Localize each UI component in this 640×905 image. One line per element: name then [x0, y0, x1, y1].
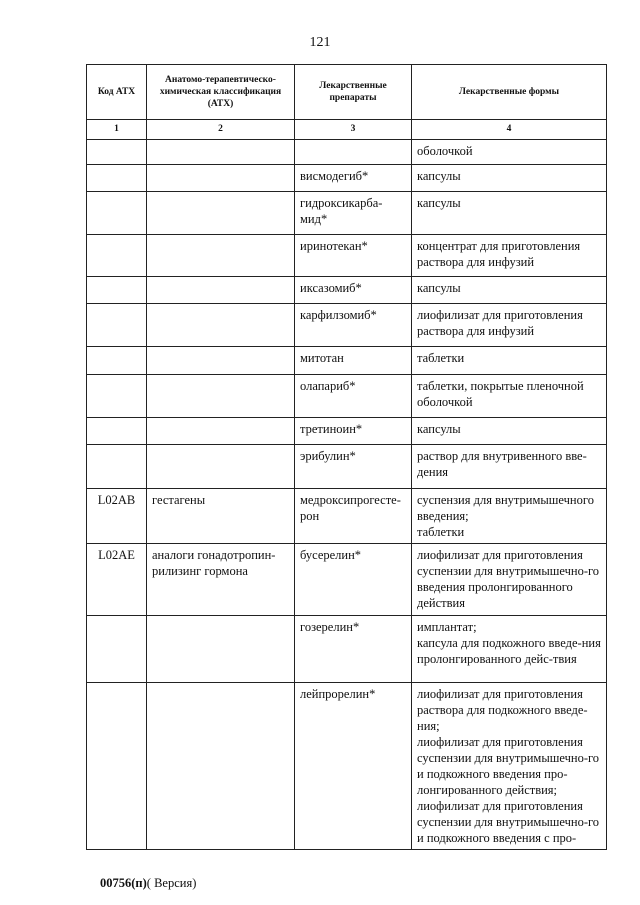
table-row [87, 616, 607, 683]
cell-code [87, 418, 147, 445]
header-drugs: Лекарственные препараты [295, 65, 412, 120]
cell-classification [147, 616, 295, 683]
table-row [87, 418, 607, 445]
cell-code [87, 375, 147, 418]
cell-form: суспензия для внутримышечного введения; таблетки [412, 489, 607, 544]
cell-code [87, 683, 147, 850]
table-row [87, 347, 607, 375]
cell-form: таблетки [412, 347, 607, 375]
header-row [87, 65, 607, 120]
cell-code [87, 277, 147, 304]
cell-classification [147, 192, 295, 235]
cell-classification [147, 375, 295, 418]
cell-classification [147, 277, 295, 304]
cell-form: концентрат для приготовления раствора для инфузий [412, 235, 607, 277]
table-row [87, 489, 607, 544]
table-row [87, 277, 607, 304]
table-row [87, 165, 607, 192]
cell-drug: медроксипрогесте-рон [295, 489, 412, 544]
cell-code [87, 165, 147, 192]
cell-drug: третиноин* [295, 418, 412, 445]
cell-drug: карфилзомиб* [295, 304, 412, 347]
cell-drug: гидроксикарба-мид* [295, 192, 412, 235]
column-number: 2 [147, 120, 295, 140]
cell-form: таблетки, покрытые пленочной оболочкой [412, 375, 607, 418]
table-row [87, 445, 607, 489]
table-body [87, 140, 607, 850]
cell-classification [147, 418, 295, 445]
cell-code [87, 235, 147, 277]
cell-drug: висмодегиб* [295, 165, 412, 192]
cell-drug: лейпрорелин* [295, 683, 412, 850]
table-row [87, 140, 607, 165]
cell-drug: митотан [295, 347, 412, 375]
table-row [87, 544, 607, 616]
cell-code: L02AB [87, 489, 147, 544]
cell-drug: гозерелин* [295, 616, 412, 683]
table-row [87, 192, 607, 235]
cell-code [87, 347, 147, 375]
drug-table [86, 64, 607, 850]
cell-drug: иксазомиб* [295, 277, 412, 304]
page-number: 121 [309, 35, 331, 50]
header-forms: Лекарственные формы [412, 65, 607, 120]
cell-classification [147, 683, 295, 850]
cell-classification: гестагены [147, 489, 295, 544]
cell-classification [147, 347, 295, 375]
cell-form: лиофилизат для приготовления раствора для подкожного введе-ния; лиофилизат для приготовления суспензии для внутримышечно-го и подкожного введения про-лонгированного действия; лиофилизат для приготовления суспензии для внутримышечно-го и подкожного введения с про- [412, 683, 607, 850]
version-label: ( Версия) [146, 876, 197, 890]
cell-code [87, 616, 147, 683]
table-row [87, 235, 607, 277]
cell-code [87, 140, 147, 165]
cell-classification [147, 304, 295, 347]
cell-form: имплантат; капсула для подкожного введе-ния пролонгированного дейс-твия [412, 616, 607, 683]
cell-form: капсулы [412, 192, 607, 235]
cell-drug: иринотекан* [295, 235, 412, 277]
cell-drug: олапариб* [295, 375, 412, 418]
column-number: 1 [87, 120, 147, 140]
cell-form: лиофилизат для приготовления раствора для инфузий [412, 304, 607, 347]
cell-classification: аналоги гонадотропин-рилизинг гормона [147, 544, 295, 616]
cell-form: раствор для внутривенного вве-дения [412, 445, 607, 489]
column-number: 4 [412, 120, 607, 140]
cell-form: оболочкой [412, 140, 607, 165]
cell-form: капсулы [412, 418, 607, 445]
cell-form: капсулы [412, 165, 607, 192]
cell-drug [295, 140, 412, 165]
cell-drug: эрибулин* [295, 445, 412, 489]
cell-code [87, 304, 147, 347]
header-code: Код АТХ [87, 65, 147, 120]
document-code: 00756(п) [100, 876, 147, 890]
cell-classification [147, 445, 295, 489]
cell-drug: бусерелин* [295, 544, 412, 616]
column-number-row [87, 120, 607, 140]
table-row [87, 375, 607, 418]
cell-code [87, 192, 147, 235]
cell-form: капсулы [412, 277, 607, 304]
table-row [87, 683, 607, 850]
header-classification: Анатомо-терапевтическо-химическая классификация (АТХ) [147, 65, 295, 120]
cell-form: лиофилизат для приготовления суспензии для внутримышечно-го введения пролонгированного действия [412, 544, 607, 616]
cell-classification [147, 235, 295, 277]
cell-classification [147, 140, 295, 165]
column-number: 3 [295, 120, 412, 140]
footer [100, 876, 196, 891]
cell-code [87, 445, 147, 489]
table-row [87, 304, 607, 347]
cell-code: L02AE [87, 544, 147, 616]
cell-classification [147, 165, 295, 192]
